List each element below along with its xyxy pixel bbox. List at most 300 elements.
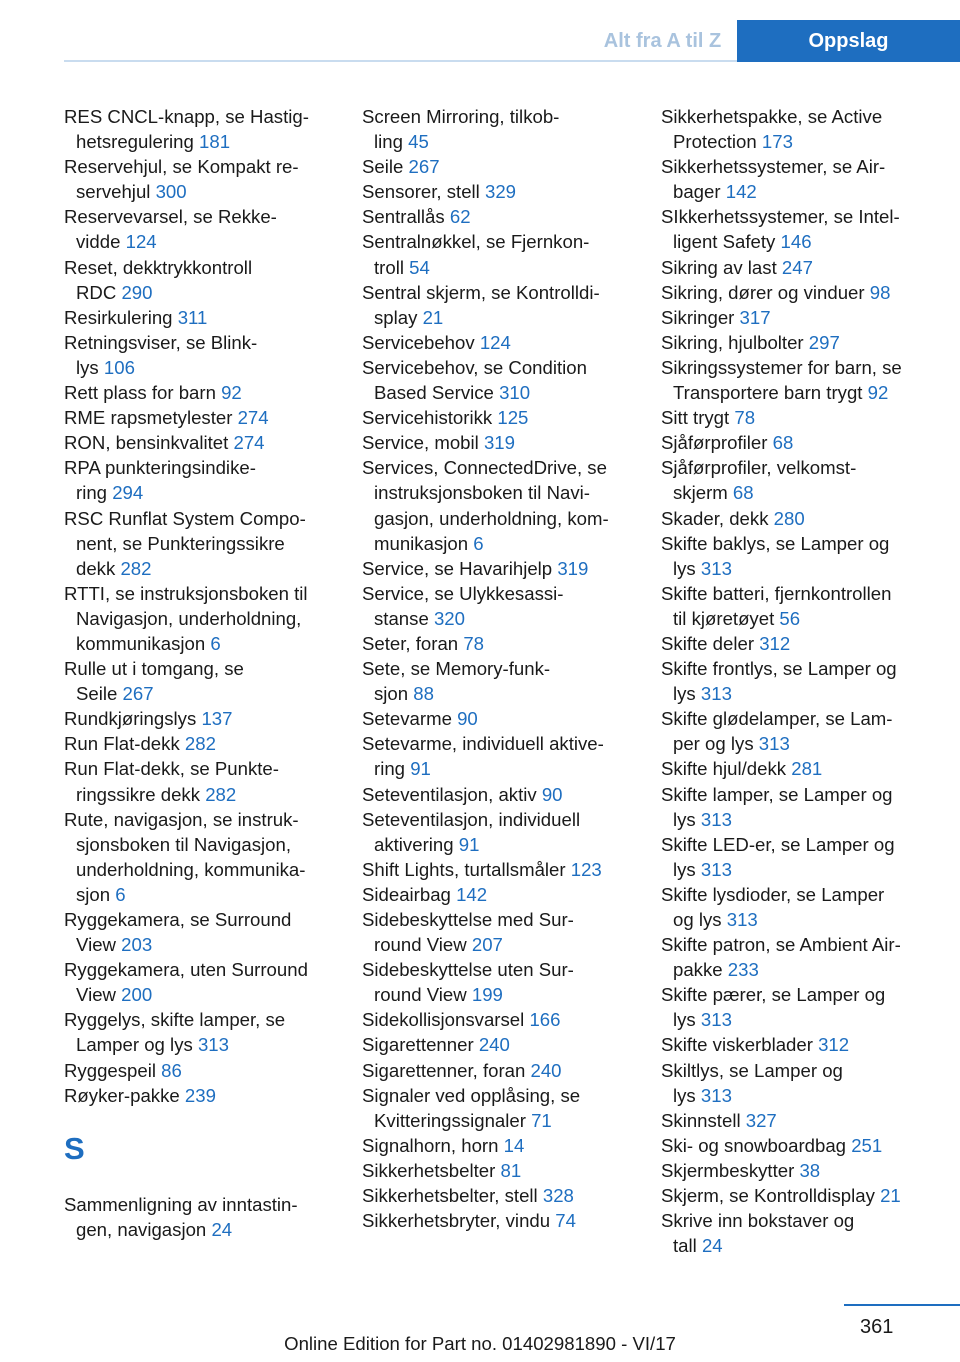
index-entry-text: hetsregulering bbox=[76, 131, 194, 153]
index-entry-text: Ryggespeil bbox=[64, 1059, 156, 1081]
page-reference-link[interactable]: 137 bbox=[201, 708, 233, 730]
index-entry-text: vidde bbox=[76, 231, 121, 253]
header-section-label: Alt fra A til Z bbox=[603, 29, 722, 52]
index-entry-text: Navigasjon, underholdning, bbox=[76, 607, 302, 629]
index-entry-text: sjon bbox=[76, 883, 111, 905]
index-entry bbox=[362, 731, 637, 781]
page-reference-link[interactable]: 319 bbox=[483, 432, 515, 454]
index-entry bbox=[661, 305, 951, 330]
page-reference-link[interactable]: 74 bbox=[555, 1210, 576, 1232]
index-entry bbox=[661, 330, 951, 355]
index-entry-text: round View bbox=[374, 984, 467, 1006]
index-entry-text: Sammenligning av inntastin- bbox=[64, 1193, 298, 1215]
index-entry bbox=[661, 932, 951, 982]
index-entry bbox=[661, 405, 951, 430]
index-entry bbox=[661, 1183, 951, 1208]
index-entry-text: Skifte baklys, se Lamper og bbox=[661, 532, 890, 554]
index-entry-text: Sikkerhetsbelter bbox=[362, 1159, 496, 1181]
index-entry-text: RON, bensinkvalitet bbox=[64, 432, 229, 454]
index-entry-text: Skiltlys, se Lamper og bbox=[661, 1059, 843, 1081]
index-entry-text: troll bbox=[374, 256, 404, 278]
index-entry-text: Ryggekamera, uten Surround bbox=[64, 959, 308, 981]
index-entry-text: Servicebehov bbox=[362, 331, 475, 353]
index-entry bbox=[362, 1058, 637, 1083]
index-entry bbox=[661, 756, 951, 781]
index-entry-text: RDC bbox=[76, 281, 117, 303]
page-reference-link[interactable]: 312 bbox=[818, 1034, 850, 1056]
page-reference-link[interactable]: 282 bbox=[205, 783, 237, 805]
index-entry bbox=[64, 506, 339, 581]
page-reference-link[interactable]: 290 bbox=[121, 281, 153, 303]
index-entry-text: Skifte viskerblader bbox=[661, 1034, 813, 1056]
index-entry-text: Skinnstell bbox=[661, 1109, 741, 1131]
index-entry-text: Servicebehov, se Condition bbox=[362, 356, 587, 378]
index-entry-text: Reservehjul, se Kompakt re- bbox=[64, 156, 299, 178]
index-entry-text: nent, se Punkteringssikre bbox=[76, 532, 285, 554]
index-entry-text: Ryggelys, skifte lamper, se bbox=[64, 1009, 286, 1031]
index-entry bbox=[661, 1108, 951, 1133]
page-reference-link[interactable]: 54 bbox=[409, 256, 430, 278]
page-reference-link[interactable]: 142 bbox=[456, 883, 488, 905]
page-reference-link[interactable]: 21 bbox=[880, 1185, 901, 1207]
index-entry bbox=[64, 706, 339, 731]
index-entry bbox=[64, 104, 339, 154]
index-entry bbox=[64, 154, 339, 204]
page-reference-link[interactable]: 313 bbox=[700, 557, 732, 579]
index-entry-text: round View bbox=[374, 934, 467, 956]
index-entry-text: Sete, se Memory-funk- bbox=[362, 658, 551, 680]
index-entry-text: pakke bbox=[673, 959, 723, 981]
index-entry bbox=[362, 907, 637, 957]
page-reference-link[interactable]: 247 bbox=[781, 256, 813, 278]
page-reference-link[interactable]: 267 bbox=[122, 683, 154, 705]
page-reference-link[interactable]: 313 bbox=[726, 909, 758, 930]
page-reference-link[interactable]: 281 bbox=[791, 758, 823, 780]
index-entry bbox=[64, 204, 339, 254]
page-reference-link[interactable]: 90 bbox=[457, 708, 478, 730]
page-reference-link[interactable]: 240 bbox=[478, 1034, 510, 1056]
page-reference-link[interactable]: 38 bbox=[799, 1159, 821, 1181]
page-reference-link[interactable]: 90 bbox=[541, 783, 563, 805]
index-entry-text: Screen Mirroring, tilkob- bbox=[362, 106, 560, 127]
section-letter: S bbox=[64, 1130, 85, 1166]
page-reference-link[interactable]: 267 bbox=[408, 156, 440, 178]
index-entry-text: Services, ConnectedDrive, se bbox=[362, 457, 607, 479]
page-reference-link[interactable]: 86 bbox=[161, 1059, 182, 1081]
page-reference-link[interactable]: 310 bbox=[499, 382, 531, 404]
index-entry-text: Rulle ut i tomgang, se bbox=[64, 658, 244, 680]
index-entry bbox=[362, 1158, 637, 1183]
index-entry-text: Ryggekamera, se Surround bbox=[64, 909, 292, 930]
page-reference-link[interactable]: 239 bbox=[184, 1084, 216, 1106]
index-entry bbox=[362, 280, 637, 330]
index-entry bbox=[64, 455, 339, 505]
page-reference-link[interactable]: 56 bbox=[779, 607, 801, 629]
index-entry bbox=[362, 656, 637, 706]
index-entry-text: Rett plass for barn bbox=[64, 382, 216, 404]
index-entry-text: Sikring av last bbox=[661, 256, 777, 278]
page-reference-link[interactable]: 6 bbox=[115, 883, 126, 905]
index-entry-text: Rundkjøringslys bbox=[64, 708, 197, 730]
page-reference-link[interactable]: 280 bbox=[773, 507, 805, 529]
index-entry-text: SIkkerhetssystemer, se Intel- bbox=[661, 206, 900, 228]
index-entry-text: Transportere barn trygt bbox=[673, 382, 863, 404]
index-entry-text: Skifte frontlys, se Lamper og bbox=[661, 658, 897, 680]
index-entry bbox=[362, 455, 637, 555]
index-column-3 bbox=[661, 104, 951, 1258]
index-entry bbox=[362, 1032, 637, 1057]
index-entry bbox=[661, 706, 951, 756]
page-reference-link[interactable]: 282 bbox=[120, 557, 152, 579]
index-entry bbox=[661, 104, 951, 154]
index-entry bbox=[661, 1133, 951, 1158]
index-entry-text: Based Service bbox=[374, 382, 494, 404]
footer-edition: Online Edition for Part no. 01402981890 - VI/17 bbox=[284, 1333, 676, 1354]
page-reference-link[interactable]: 45 bbox=[408, 131, 429, 153]
index-entry bbox=[362, 330, 637, 355]
index-entry bbox=[362, 631, 637, 656]
index-entry-text: Run Flat-dekk bbox=[64, 733, 180, 755]
index-entry-text: RTTI, se instruksjonsboken til bbox=[64, 582, 308, 604]
page-reference-link[interactable]: 6 bbox=[210, 632, 221, 654]
index-entry-text: Sikring, hjulbolter bbox=[661, 331, 804, 353]
index-entry-text: Service, mobil bbox=[362, 432, 479, 454]
index-entry-text: lys bbox=[673, 858, 696, 880]
index-entry bbox=[661, 631, 951, 656]
page-reference-link[interactable]: 297 bbox=[808, 331, 840, 353]
index-entry bbox=[661, 1208, 951, 1258]
page-reference-link[interactable]: 313 bbox=[700, 858, 732, 880]
page-reference-link[interactable]: 21 bbox=[422, 306, 444, 328]
index-entry-text: lys bbox=[76, 356, 99, 378]
page-reference-link[interactable]: 24 bbox=[701, 1235, 723, 1257]
index-entry-text: Skifte lysdioder, se Lamper bbox=[661, 883, 885, 905]
index-entry bbox=[661, 204, 951, 254]
index-entry bbox=[661, 430, 951, 455]
index-entry bbox=[362, 581, 637, 631]
page-reference-link[interactable]: 328 bbox=[542, 1185, 574, 1207]
page-reference-link[interactable]: 203 bbox=[121, 934, 153, 956]
index-entry-text: Service, se Havarihjelp bbox=[362, 557, 553, 579]
page-reference-link[interactable]: 251 bbox=[851, 1134, 883, 1156]
page-reference-link[interactable]: 233 bbox=[727, 959, 759, 981]
index-entry bbox=[362, 1208, 637, 1233]
page-reference-link[interactable]: 240 bbox=[530, 1059, 562, 1081]
page-reference-link[interactable]: 88 bbox=[413, 683, 434, 705]
page-reference-link[interactable]: 6 bbox=[473, 532, 484, 554]
index-entry-text: Sideairbag bbox=[362, 883, 451, 905]
index-entry-text: Skifte patron, se Ambient Air- bbox=[661, 934, 901, 956]
index-entry bbox=[661, 506, 951, 531]
page-reference-link[interactable]: 313 bbox=[700, 1084, 732, 1106]
index-entry-text: RME rapsmetylester bbox=[64, 407, 233, 429]
page-reference-link[interactable]: 92 bbox=[221, 382, 242, 404]
index-entry-text: View bbox=[76, 934, 116, 956]
page-reference-link[interactable]: 312 bbox=[759, 632, 791, 654]
index-entry bbox=[362, 807, 637, 857]
index-entry bbox=[64, 330, 339, 380]
page-reference-link[interactable]: 294 bbox=[112, 482, 144, 504]
page-reference-link[interactable]: 199 bbox=[471, 984, 503, 1006]
page-reference-link[interactable]: 181 bbox=[199, 131, 231, 153]
page-reference-link[interactable]: 124 bbox=[125, 231, 157, 253]
index-entry bbox=[661, 1032, 951, 1057]
index-entry-text: skjerm bbox=[673, 482, 728, 504]
index-entry bbox=[64, 957, 339, 1007]
index-entry-text: aktivering bbox=[374, 833, 454, 855]
index-entry-text: tall bbox=[673, 1235, 697, 1257]
index-entry-text: Shift Lights, turtallsmåler bbox=[362, 858, 566, 880]
index-entry-text: Skifte deler bbox=[661, 632, 755, 654]
page-reference-link[interactable]: 313 bbox=[197, 1034, 229, 1056]
index-entry bbox=[661, 832, 951, 882]
index-entry-text: munikasjon bbox=[374, 532, 469, 554]
index-entry bbox=[362, 1183, 637, 1208]
index-entry-text: Protection bbox=[673, 131, 757, 153]
index-entry-text: Sikkerhetsbryter, vindu bbox=[362, 1210, 551, 1232]
index-entry bbox=[362, 556, 637, 581]
page-reference-link[interactable]: 142 bbox=[725, 181, 757, 203]
index-entry bbox=[64, 255, 339, 305]
page-reference-link[interactable]: 124 bbox=[479, 331, 511, 353]
page-reference-link[interactable]: 329 bbox=[485, 181, 517, 203]
index-entry-text: Seteventilasjon, individuell bbox=[362, 808, 581, 830]
index-entry-text: Run Flat-dekk, se Punkte- bbox=[64, 758, 279, 780]
index-entry-text: dekk bbox=[76, 557, 116, 579]
page-reference-link[interactable]: 282 bbox=[184, 733, 216, 755]
page-reference-link[interactable]: 24 bbox=[211, 1218, 233, 1240]
index-entry bbox=[661, 355, 951, 405]
page-reference-link[interactable]: 317 bbox=[739, 306, 771, 328]
index-entry-text: Resirkulering bbox=[64, 306, 173, 328]
index-entry-text: lys bbox=[673, 808, 696, 830]
index-entry-text: bager bbox=[673, 181, 721, 203]
page-reference-link[interactable]: 81 bbox=[500, 1159, 522, 1181]
index-entry-text: lys bbox=[673, 1009, 696, 1031]
index-entry-text: Skrive inn bokstaver og bbox=[661, 1210, 855, 1232]
index-entry-text: gasjon, underholdning, kom- bbox=[374, 507, 609, 529]
page-number: 361 bbox=[860, 1316, 894, 1338]
index-entry-text: Skifte lamper, se Lamper og bbox=[661, 783, 893, 805]
index-entry bbox=[661, 882, 951, 932]
index-entry bbox=[64, 1192, 339, 1242]
index-entry-text: Sidebeskyttelse uten Sur- bbox=[362, 959, 574, 981]
index-entry-text: ring bbox=[76, 482, 108, 504]
page-reference-link[interactable]: 320 bbox=[433, 607, 465, 629]
index-entry bbox=[362, 957, 637, 1007]
index-entry-text: Sjåførprofiler, velkomst- bbox=[661, 457, 857, 479]
index-entry bbox=[661, 982, 951, 1032]
index-entry bbox=[64, 1058, 339, 1083]
index-entry-text: instruksjonsboken til Navi- bbox=[374, 482, 590, 504]
index-entry bbox=[64, 1083, 339, 1108]
index-entry-text: RES CNCL-knapp, se Hastig- bbox=[64, 106, 309, 127]
index-entry-text: sjonsboken til Navigasjon, bbox=[76, 833, 291, 855]
index-entry-text: Kvitteringssignaler bbox=[374, 1109, 526, 1131]
index-entry-text: Sentrallås bbox=[362, 206, 445, 228]
index-entry-text: Sikkerhetsbelter, stell bbox=[362, 1185, 538, 1207]
page-reference-link[interactable]: 123 bbox=[570, 858, 602, 880]
index-entry-text: Skjermbeskytter bbox=[661, 1159, 795, 1181]
index-entry-text: Skifte LED-er, se Lamper og bbox=[661, 833, 895, 855]
index-entry-text: ligent Safety bbox=[673, 231, 776, 253]
index-entry bbox=[362, 1083, 637, 1133]
index-entry bbox=[661, 1158, 951, 1183]
page-reference-link[interactable]: 200 bbox=[121, 984, 153, 1006]
index-entry-text: Sitt trygt bbox=[661, 407, 730, 429]
index-entry-text: Retningsviser, se Blink- bbox=[64, 331, 258, 353]
index-entry-text: Ski- og snowboardbag bbox=[661, 1134, 847, 1156]
index-entry bbox=[661, 280, 951, 305]
index-entry-text: per og lys bbox=[673, 733, 754, 755]
index-entry-text: lys bbox=[673, 557, 696, 579]
page-reference-link[interactable]: 313 bbox=[758, 733, 790, 755]
page-reference-link[interactable]: 78 bbox=[734, 407, 756, 429]
index-entry-text: Rute, navigasjon, se instruk- bbox=[64, 808, 299, 830]
index-entry bbox=[64, 756, 339, 806]
index-entry bbox=[64, 405, 339, 430]
index-entry bbox=[64, 807, 339, 907]
index-entry-text: Servicehistorikk bbox=[362, 407, 493, 429]
index-entry-text: sjon bbox=[374, 683, 409, 705]
index-entry-text: Sigarettenner bbox=[362, 1034, 474, 1056]
page-reference-link[interactable]: 166 bbox=[529, 1009, 561, 1031]
index-entry-text: Skifte glødelamper, se Lam- bbox=[661, 708, 893, 730]
index-entry-text: Skjerm, se Kontrolldisplay bbox=[661, 1185, 875, 1207]
index-entry-text: Seile bbox=[76, 683, 118, 705]
index-entry bbox=[661, 782, 951, 832]
index-entry-text: til kjøretøyet bbox=[673, 607, 775, 629]
index-entry-text: Seteventilasjon, aktiv bbox=[362, 783, 537, 805]
index-entry-text: Sikkerhetssystemer, se Air- bbox=[661, 156, 886, 178]
index-entry bbox=[362, 179, 637, 204]
index-entry-text: RSC Runflat System Compo- bbox=[64, 507, 306, 529]
index-entry-text: Sikringer bbox=[661, 306, 735, 328]
page-reference-link[interactable]: 98 bbox=[869, 281, 891, 303]
index-entry bbox=[362, 782, 637, 807]
index-entry-text: Reset, dekktrykkontroll bbox=[64, 256, 253, 278]
footer-rule bbox=[844, 1304, 960, 1306]
page-reference-link[interactable]: 146 bbox=[780, 231, 812, 253]
index-entry-text: Signalhorn, horn bbox=[362, 1134, 499, 1156]
page-reference-link[interactable]: 274 bbox=[237, 407, 269, 429]
index-entry bbox=[64, 380, 339, 405]
index-entry-text: Service, se Ulykkesassi- bbox=[362, 582, 564, 604]
index-entry bbox=[661, 154, 951, 204]
page-reference-link[interactable]: 300 bbox=[155, 181, 187, 203]
index-entry-text: Skifte pærer, se Lamper og bbox=[661, 984, 886, 1006]
index-entry-text: ring bbox=[374, 758, 406, 780]
index-entry-text: stanse bbox=[374, 607, 429, 629]
index-entry bbox=[362, 1133, 637, 1158]
index-entry-text: Sidekollisjonsvarsel bbox=[362, 1009, 525, 1031]
page-reference-link[interactable]: 91 bbox=[410, 758, 431, 780]
index-entry bbox=[362, 882, 637, 907]
index-entry bbox=[64, 581, 339, 656]
index-entry bbox=[362, 229, 637, 279]
page-reference-link[interactable]: 327 bbox=[745, 1109, 777, 1131]
index-entry-text: Skifte batteri, fjernkontrollen bbox=[661, 582, 892, 604]
index-entry bbox=[362, 857, 637, 882]
index-entry-text: Sjåførprofiler bbox=[661, 432, 768, 454]
page-reference-link[interactable]: 313 bbox=[700, 1009, 732, 1031]
index-entry-text: Lamper og lys bbox=[76, 1034, 193, 1056]
page-reference-link[interactable]: 68 bbox=[732, 482, 754, 504]
index-entry-text: Setevarme, individuell aktive- bbox=[362, 733, 604, 755]
index-column-1 bbox=[64, 104, 339, 1242]
header-tab-label: Oppslag bbox=[737, 20, 960, 62]
index-entry-text: Sikkerhetspakke, se Active bbox=[661, 106, 883, 127]
page-reference-link[interactable]: 313 bbox=[700, 808, 732, 830]
index-entry-text: Skifte hjul/dekk bbox=[661, 758, 787, 780]
index-entry bbox=[362, 706, 637, 731]
page-reference-link[interactable]: 62 bbox=[449, 206, 471, 228]
page-reference-link[interactable]: 319 bbox=[557, 557, 589, 579]
index-entry bbox=[64, 430, 339, 455]
index-entry-text: RPA punkteringsindike- bbox=[64, 457, 256, 479]
index-entry-text: lys bbox=[673, 1084, 696, 1106]
index-entry-text: ling bbox=[374, 131, 403, 153]
index-entry-text: Sentral skjerm, se Kontrolldi- bbox=[362, 281, 600, 303]
index-entry bbox=[362, 355, 637, 405]
index-entry-text: kommunikasjon bbox=[76, 632, 206, 654]
index-entry bbox=[362, 430, 637, 455]
index-entry-text: ringssikre dekk bbox=[76, 783, 201, 805]
page-reference-link[interactable]: 311 bbox=[177, 306, 208, 328]
index-entry-text: servehjul bbox=[76, 181, 151, 203]
page-reference-link[interactable]: 106 bbox=[103, 356, 135, 378]
index-entry bbox=[661, 1058, 951, 1108]
index-entry-text: View bbox=[76, 984, 116, 1006]
page-reference-link[interactable]: 91 bbox=[458, 833, 480, 855]
page-reference-link[interactable]: 274 bbox=[233, 432, 265, 454]
page-reference-link[interactable]: 173 bbox=[761, 131, 793, 153]
index-entry-text: gen, navigasjon bbox=[76, 1218, 207, 1240]
index-entry-text: Sigarettenner, foran bbox=[362, 1059, 526, 1081]
page-reference-link[interactable]: 207 bbox=[471, 934, 503, 956]
index-entry bbox=[362, 204, 637, 229]
index-entry-text: Røyker-pakke bbox=[64, 1084, 180, 1106]
index-entry-text: underholdning, kommunika- bbox=[76, 858, 306, 880]
index-entry-text: og lys bbox=[673, 909, 722, 930]
index-entry bbox=[661, 255, 951, 280]
index-entry bbox=[661, 581, 951, 631]
index-entry-text: Skader, dekk bbox=[661, 507, 769, 529]
index-entry-text: Seter, foran bbox=[362, 632, 459, 654]
index-entry bbox=[362, 104, 637, 154]
page-reference-link[interactable]: 78 bbox=[463, 632, 484, 654]
index-entry bbox=[64, 305, 339, 330]
index-entry bbox=[362, 1007, 637, 1032]
page-reference-link[interactable]: 71 bbox=[531, 1109, 552, 1131]
index-entry-text: lys bbox=[673, 683, 696, 705]
index-entry bbox=[661, 656, 951, 706]
index-entry bbox=[64, 1007, 339, 1057]
index-entry-text: splay bbox=[374, 306, 418, 328]
index-entry-text: Seile bbox=[362, 156, 404, 178]
page-reference-link[interactable]: 92 bbox=[867, 382, 889, 404]
page-reference-link[interactable]: 125 bbox=[497, 407, 529, 429]
page-reference-link[interactable]: 68 bbox=[772, 432, 794, 454]
index-entry bbox=[64, 656, 339, 706]
index-entry-text: Sentralnøkkel, se Fjernkon- bbox=[362, 231, 590, 253]
index-entry bbox=[362, 405, 637, 430]
page-reference-link[interactable]: 14 bbox=[503, 1134, 525, 1156]
index-entry-text: Setevarme bbox=[362, 708, 452, 730]
page-reference-link[interactable]: 313 bbox=[700, 683, 732, 705]
index-entry-text: Sikring, dører og vinduer bbox=[661, 281, 865, 303]
index-entry bbox=[64, 907, 339, 957]
